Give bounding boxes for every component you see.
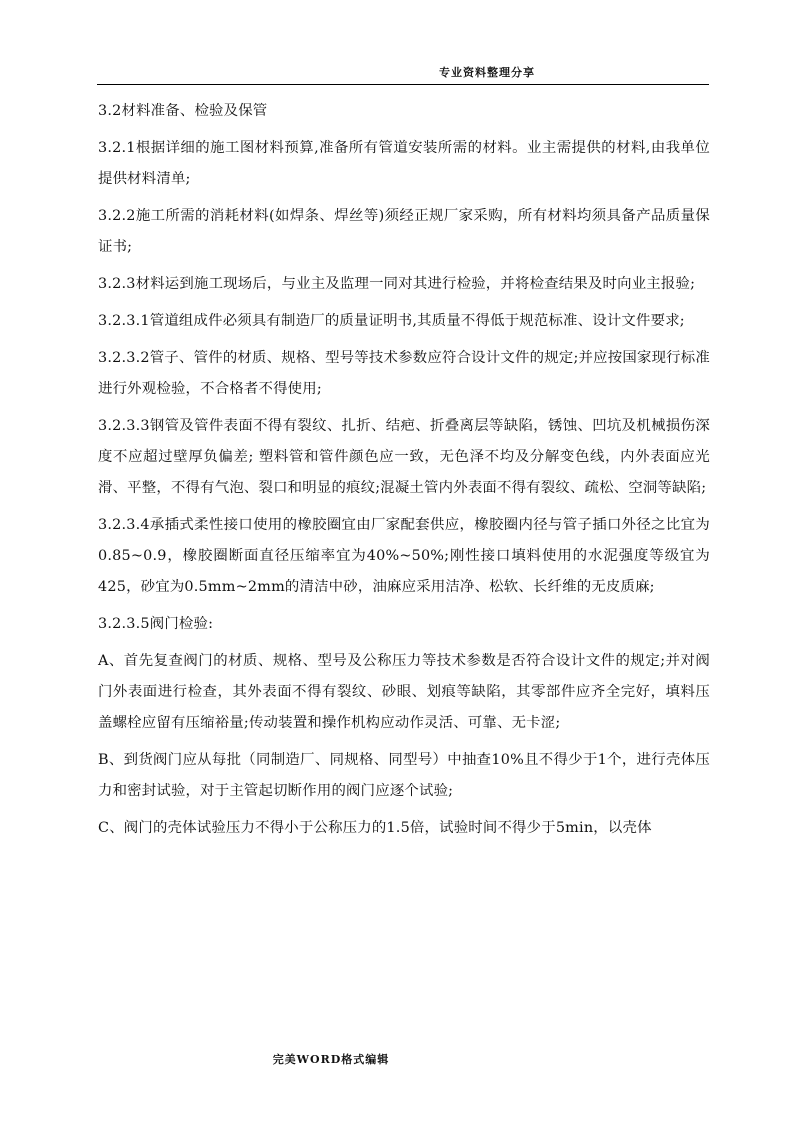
paragraph: 3.2.3.3钢管及管件表面不得有裂纹、扎折、结疤、折叠离层等缺陷，锈蚀、凹坑及机械损伤深度不应超过壁厚负偏差; 塑料管和管件颜色应一致，无色泽不均及分解变色线，内外表面应光滑、平整，不得有气泡、裂口和明显的痕纹;混凝土管内外表面不得有裂纹、疏松、空洞等缺陷; [98,418,710,496]
paragraph: 3.2.3.5阀门检验: [98,616,214,632]
paragraph: 3.2.2施工所需的消耗材料(如焊条、焊丝等)须经正规厂家采购，所有材料均须具备产品质量保证书; [98,208,710,255]
document-body [98,96,710,850]
paragraph: A、首先复查阀门的材质、规格、型号及公称压力等技术参数是否符合设计文件的规定;并对阀门外表面进行检查，其外表面不得有裂纹、砂眼、划痕等缺陷，其零部件应齐全完好，填料压盖螺栓应留有压缩裕量;传动装置和操作机构应动作灵活、可靠、无卡涩; [98,653,710,731]
paragraph: 3.2.3.1管道组成件必须具有制造厂的质量证明书,其质量不得低于规范标准、设计文件要求; [98,313,685,329]
paragraph: C、阀门的壳体试验压力不得小于公称压力的1.5倍，试验时间不得少于5min，以壳体 [98,820,652,836]
paragraph: B、到货阀门应从每批（同制造厂、同规格、同型号）中抽查10%且不得少于1个，进行壳体压力和密封试验，对于主管起切断作用的阀门应逐个试验; [98,752,710,799]
page-footer [0,1048,794,1067]
section-heading: 3.2材料准备、检验及保管 [98,103,268,119]
footer-text: 完美WORD格式编辑 [272,1053,390,1066]
paragraph: 3.2.3.4承插式柔性接口使用的橡胶圈宜由厂家配套供应，橡胶圈内径与管子插口外径之比宜为0.85~0.9，橡胶圈断面直径压缩率宜为40%~50%;刚性接口填料使用的水泥强度等级宜为425，砂宜为0.5mm~2mm的清洁中砂，油麻应采用洁净、松软、长纤维的无皮质麻; [98,517,710,595]
paragraph: 3.2.1根据详细的施工图材料预算,准备所有管道安装所需的材料。业主需提供的材料,由我单位提供材料清单; [98,140,710,187]
header-text: 专业资料整理分享 [439,66,535,79]
paragraph: 3.2.3.2管子、管件的材质、规格、型号等技术参数应符合设计文件的规定;并应按国家现行标准进行外观检验，不合格者不得使用; [98,350,710,397]
paragraph: 3.2.3材料运到施工现场后，与业主及监理一同对其进行检验，并将检查结果及时向业主报验; [98,276,696,292]
page-header [97,64,709,85]
